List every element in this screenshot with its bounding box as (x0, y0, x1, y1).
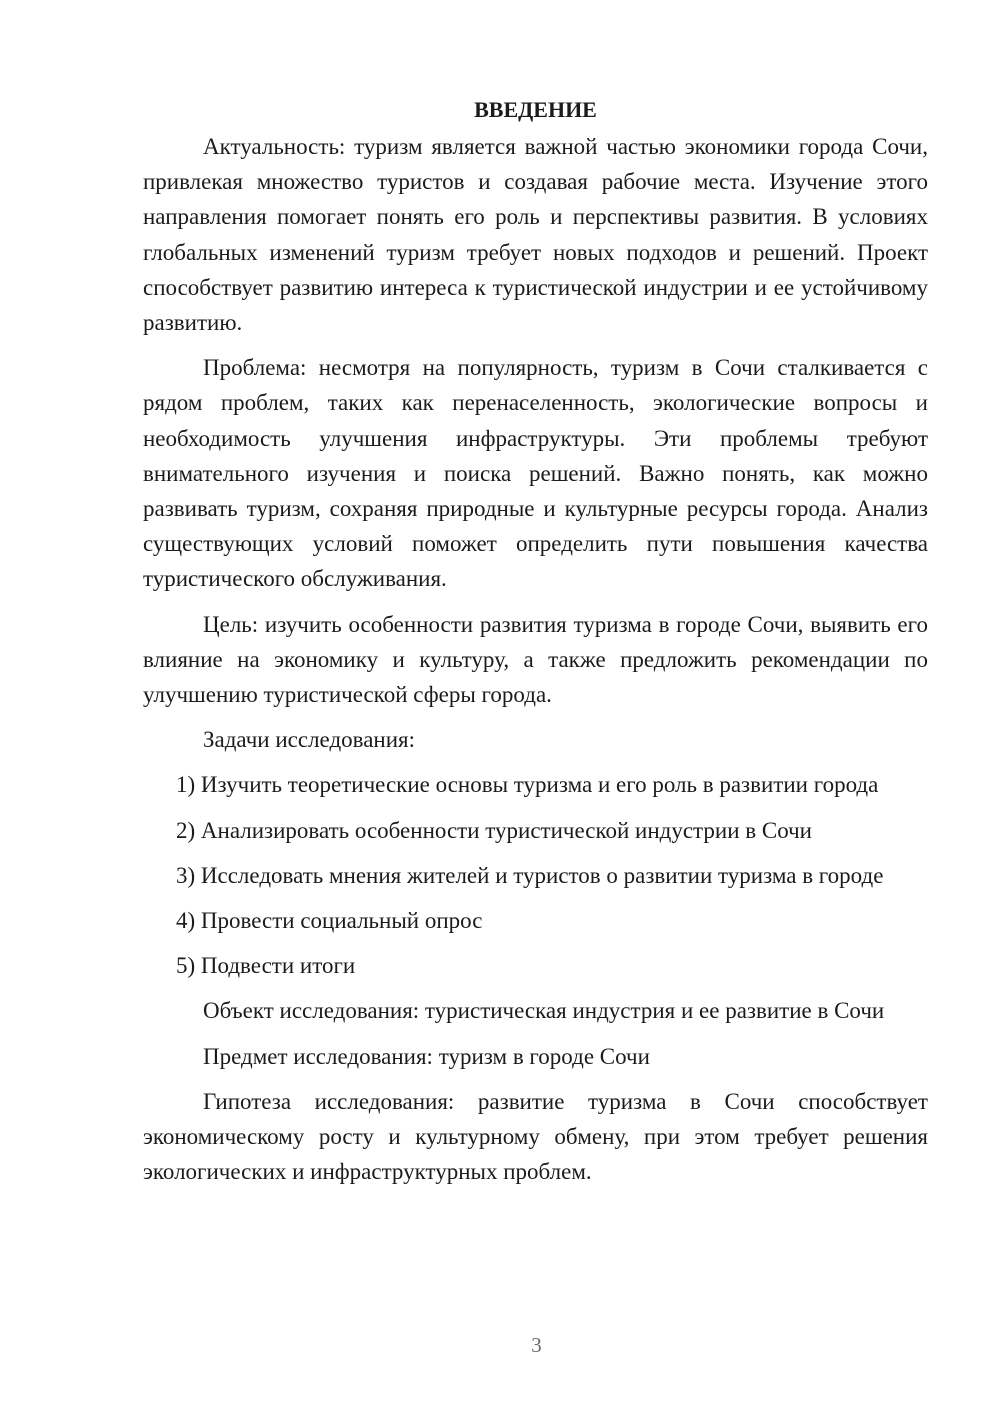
task-item-3: 3) Исследовать мнения жителей и туристов о развитии туризма в городе (176, 862, 884, 888)
tasks-heading: Задачи исследования: (203, 727, 416, 753)
subject-paragraph: Предмет исследования: туризм в городе Сочи (203, 1043, 650, 1069)
object-paragraph: Объект исследования: туристическая индустрия и ее развитие в Сочи (203, 998, 885, 1024)
task-item-5: 5) Подвести итоги (176, 953, 356, 979)
task-item-4: 4) Провести социальный опрос (176, 908, 483, 934)
goal-paragraph: Цель: изучить особенности развития туризма в городе Сочи, выявить его влияние на экономику и культуру, а также предложить рекомендации по улучшению туристической сферы города. (143, 611, 928, 708)
page-content (143, 92, 928, 1189)
page-number: 3 (531, 1333, 542, 1357)
hypothesis-paragraph: Гипотеза исследования: развитие туризма в Сочи способствует экономическому росту и культурному обмену, при этом требует решения экологических и инфраструктурных проблем. (143, 1088, 928, 1185)
relevance-paragraph: Актуальность: туризм является важной частью экономики города Сочи, привлекая множество туристов и создавая рабочие места. Изучение этого направления помогает понять его роль и перспективы развития. В условиях глобальных изменений туризм требует новых подходов и решений. Проект способствует развитию интереса к туристической индустрии и ее устойчивому развитию. (143, 134, 928, 336)
task-item-1: 1) Изучить теоретические основы туризма и его роль в развитии города (176, 772, 879, 798)
section-title: ВВЕДЕНИЕ (474, 97, 597, 122)
problem-paragraph: Проблема: несмотря на популярность, туризм в Сочи сталкивается с рядом проблем, таких как перенаселенность, экологические вопросы и необходимость улучшения инфраструктуры. Эти проблемы требуют внимательного изучения и поиска решений. Важно понять, как можно развивать туризм, сохраняя природные и культурные ресурсы города. Анализ существующих условий поможет определить пути повышения качества туристического обслуживания. (143, 355, 928, 592)
task-item-2: 2) Анализировать особенности туристической индустрии в Сочи (176, 817, 812, 843)
